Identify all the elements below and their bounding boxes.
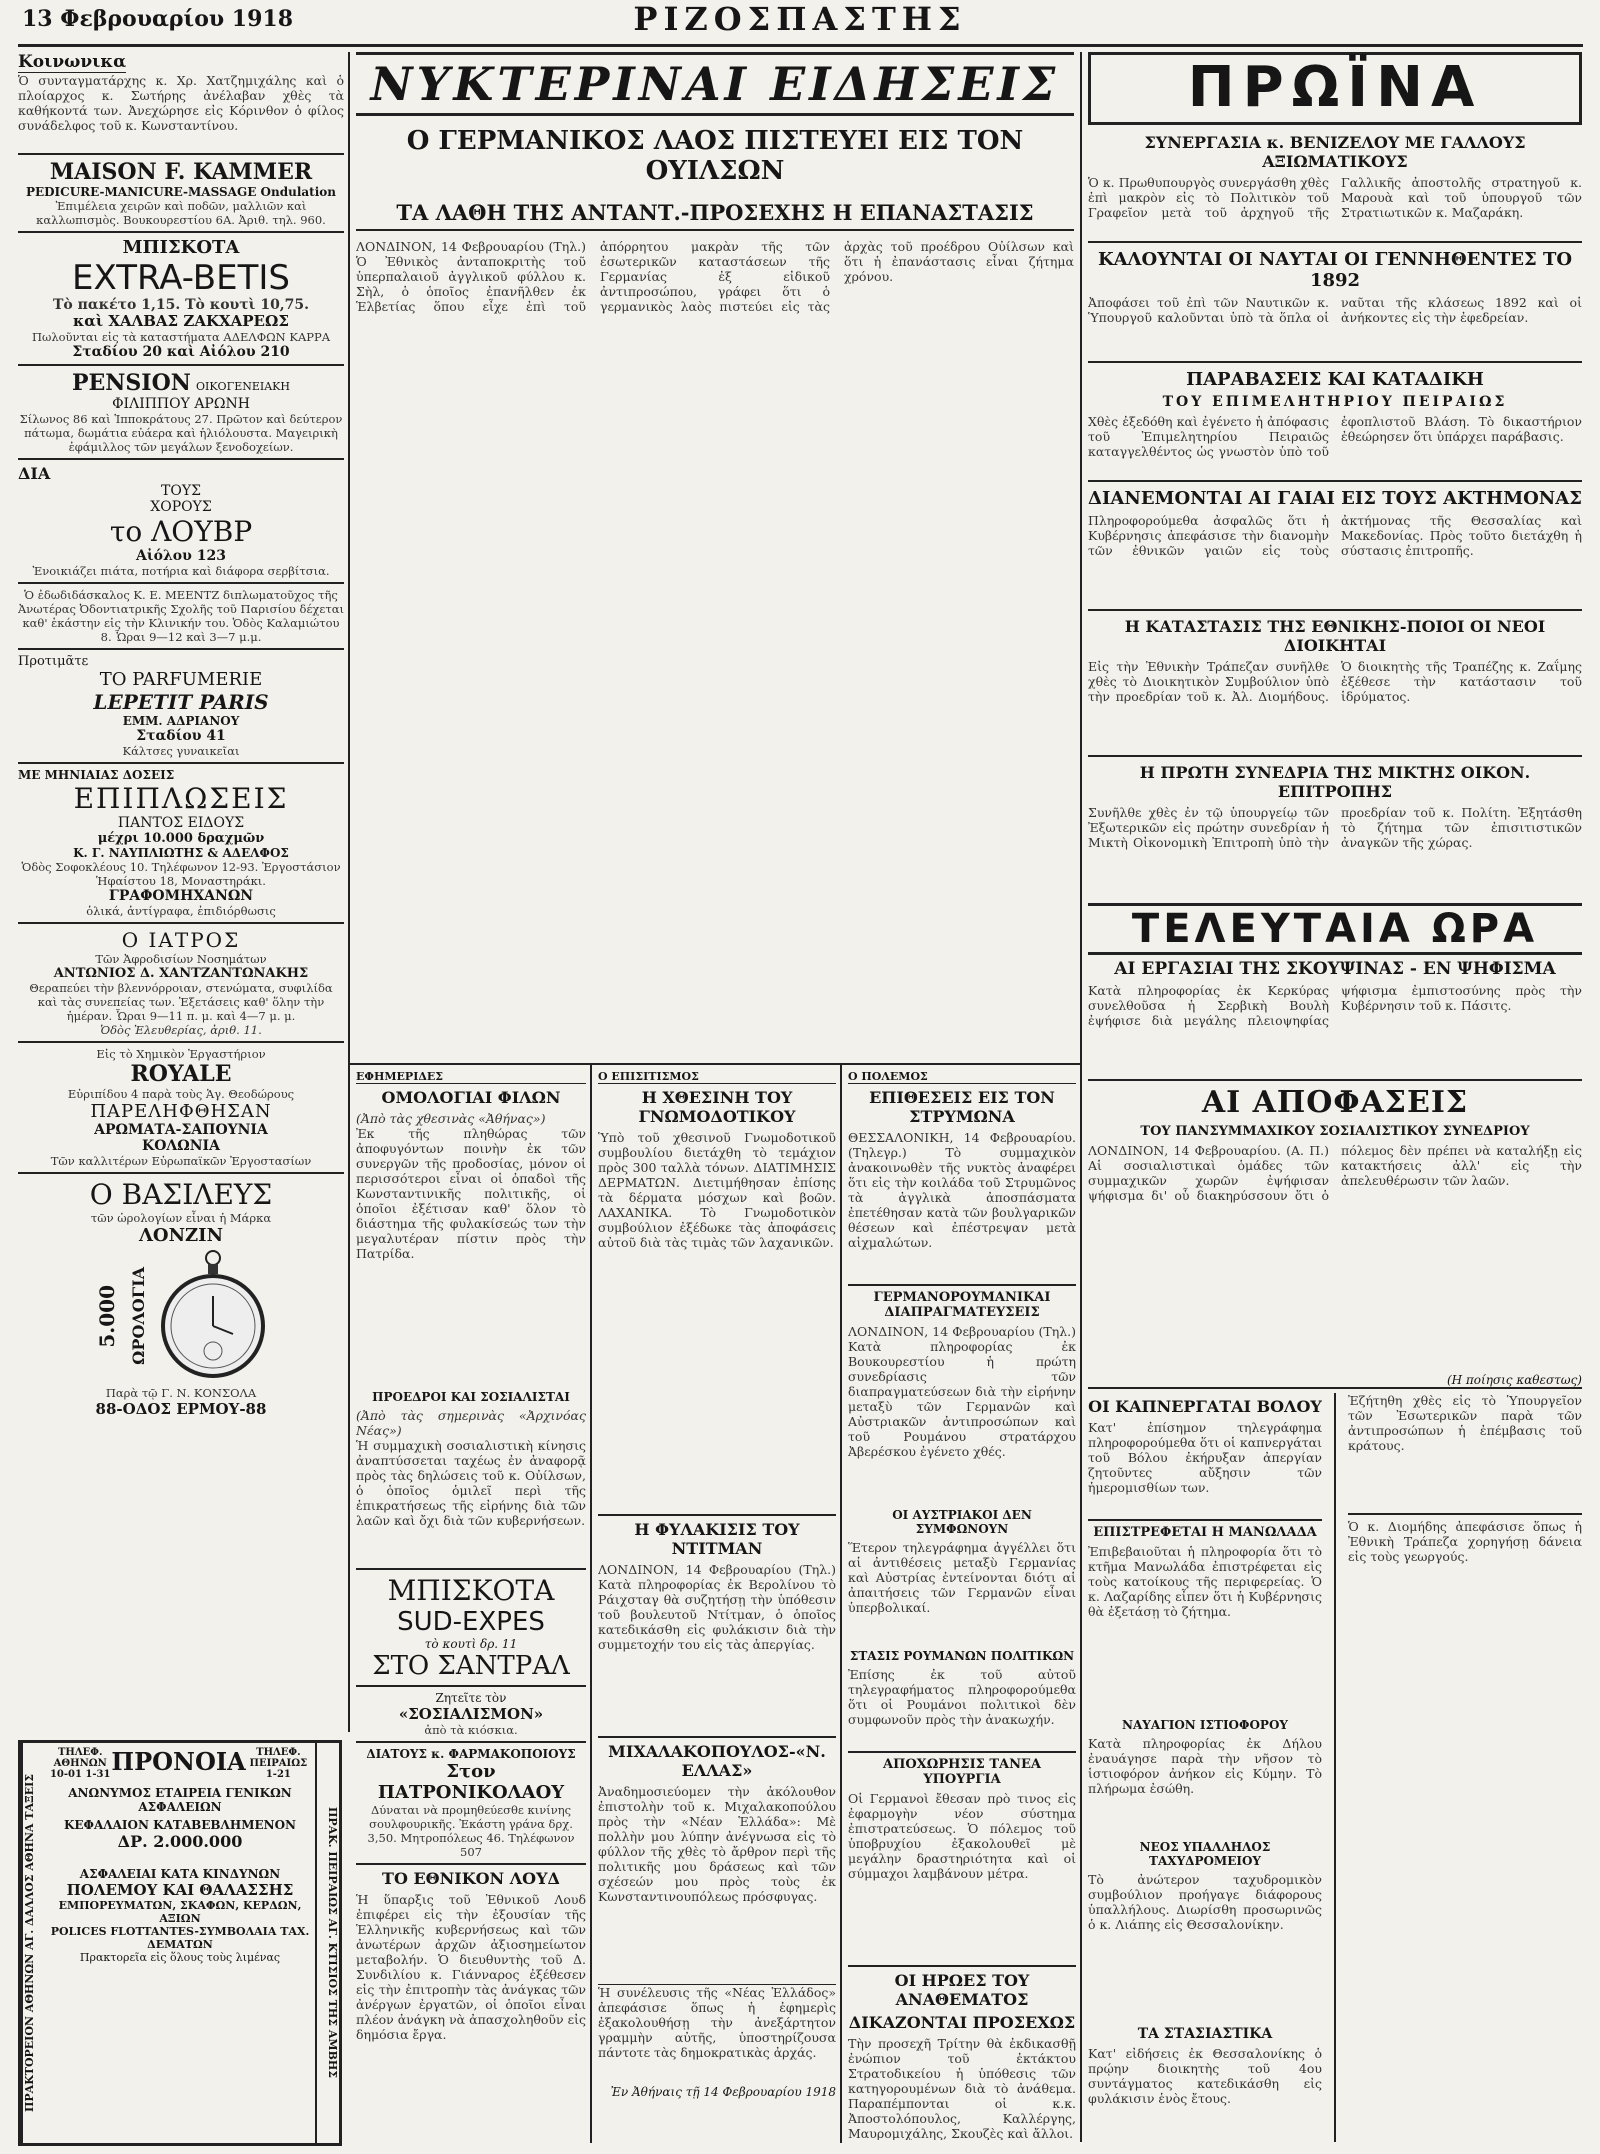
synergasia-text: Ὁ κ. Πρωθυπουργὸς συνεργάσθη χθὲς ἐπὶ μακρὸν εἰς τὸ Πολιτικὸν τοῦ Γραφεῖον μετὰ τοῦ ἀρχηγοῦ τῆς Γαλλικῆς ἀποστολῆς στρατηγοῦ κ. Μαρουὰ καὶ τοῦ ὑπουργοῦ τῶν Στρατιωτικῶν κ. Μαζαράκη. xyxy=(1088,175,1582,220)
anathema-text: Τὴν προσεχῆ Τρίτην θὰ ἐκδικασθῇ ἐνώπιον τοῦ ἐκτάκτου Στρατοδικείου ἡ ὑπόθεσις τῶν κατηγορουμένων διὰ τὸ ἀνάθεμα. Παραπέμπονται οἱ κ.κ. Ἀποστολόπουλος, Καλλέργης, Μαυρομιχάλης, Σκουζὲς καὶ ἄλλοι. xyxy=(848,2036,1076,2140)
stasis-title: ΣΤΑΣΙΣ ΡΟΥΜΑΝΩΝ ΠΟΛΙΤΙΚΩΝ xyxy=(849,1649,1075,1663)
ad-biskota-seller: Πωλοῦνται εἰς τὰ καταστήματα ΑΔΕΛΦΩΝ ΚΑΡΡΑ xyxy=(31,330,331,344)
ad-pronoia-left-tel-label: ΤΗΛΕΦ. ΑΘΗΝΩΝ xyxy=(53,1747,107,1769)
ad-pronoia-right-tel-label: ΤΗΛΕΦ. ΠΕΙΡΑΙΩΣ xyxy=(249,1747,308,1769)
ad-biskota-title: ΜΠΙΣΚΟΤΑ xyxy=(122,237,240,258)
ad-vasilefs-seller: Παρὰ τῷ Γ. Ν. ΚΟΝΣΟΛΑ xyxy=(105,1386,257,1400)
center-left-column xyxy=(356,1070,586,2140)
anathema-subtitle: ΔΙΚΑΖΟΝΤΑΙ ΠΡΟΣΕΧΩΣ xyxy=(848,2013,1076,2032)
ad-louvre-name: το ΛΟΥΒΡ xyxy=(109,515,253,548)
efimerides-source: (Ἀπὸ τὰς χθεσινὰς «Ἀθήνας») xyxy=(356,1111,546,1126)
ad-parfumerie-text: Κάλτσες γυναικεῖαι xyxy=(122,744,240,758)
gaiai-text: Πληροφορούμεθα ἀσφαλῶς ὅτι ἡ Κυβέρνησις ἀπεφάσισε τὴν διανομὴν τῶν ἐθνικῶν γαιῶν εἰς τοὺς ἀκτήμονας τῆς Θεσσαλίας καὶ Μακεδονίας. Πρὸς τοῦτο διετάχθη ἡ σύστασις ἐπιτροπῆς. xyxy=(1088,513,1582,558)
apofaseis-subtitle: ΤΟΥ ΠΑΝΣΥΜΜΑΧΙΚΟΥ ΣΟΣΙΑΛΙΣΤΙΚΟΥ ΣΥΝΕΔΡΙΟΥ xyxy=(1140,1124,1530,1139)
efimerides-sub-title: ΠΡΟΕΔΡΟΙ ΚΑΙ ΣΟΣΙΑΛΙΣΤΑΙ xyxy=(372,1390,570,1404)
apofaseis-text: ΛΟΝΔΙΝΟΝ, 14 Φεβρουαρίου. (Α. Π.) Αἱ σοσιαλιστικαὶ ὁμάδες τῶν συμμαχικῶν χωρῶν ἐψήφισαν ψήφισμα δι' οὗ διακηρύσσουν ὅτι ὁ πόλεμος δὲν πρέπει νὰ καταλήξῃ εἰς κατακτήσεις ἀλλ' εἰς τὴν ἀπελευθέρωσιν τῶν λαῶν. xyxy=(1088,1143,1582,1203)
ad-louvre-line2: ΧΟΡΟΥΣ xyxy=(150,499,212,515)
ad-iatros-subtitle: Τῶν Ἀφροδισίων Νοσημάτων xyxy=(95,952,267,966)
gaiai-title: ΔΙΑΝΕΜΟΝΤΑΙ ΑΙ ΓΑΙΑΙ ΕΙΣ ΤΟΥΣ ΑΚΤΗΜΟΝΑΣ xyxy=(1088,480,1582,509)
trapeza-title: Η ΚΑΤΑΣΤΑΣΙΣ ΤΗΣ ΕΘΝΙΚΗΣ-ΠΟΙΟΙ ΟΙ ΝΕΟΙ ΔΙΟΙΚΗΤΑΙ xyxy=(1088,609,1582,655)
ad-royale-headline2: ΑΡΩΜΑΤΑ-ΣΑΠΟΥΝΙΑ xyxy=(94,1122,268,1138)
ad-pronoia-line3: ΕΜΠΟΡΕΥΜΑΤΩΝ, ΣΚΑΦΩΝ, ΚΕΡΔΩΝ, ΑΞΙΩΝ xyxy=(58,1899,302,1925)
paravaseis-text: Χθὲς ἐξεδόθη καὶ ἐγένετο ἡ ἀπόφασις τοῦ Ἐπιμελητηρίου Πειραιῶς καταγγελθέντος ὡς γνωστὸν ὑπὸ τοῦ ἐφοπλιστοῦ Βλάση. Τὸ δικαστήριον ἐθεώρησεν ὅτι ὑπάρχει παράβασις. xyxy=(1088,414,1582,459)
skoupsina-title: ΑΙ ΕΡΓΑΣΙΑΙ ΤΗΣ ΣΚΟΥΨΙΝΑΣ - ΕΝ ΨΗΦΙΣΜΑ xyxy=(1114,959,1556,979)
stasiastika-text-right: Ὁ κ. Διομήδης ἀπεφάσισε ὅπως ἡ Ἐθνικὴ Τράπεζα χορηγήσῃ δάνεια εἰς τοὺς γεωργούς. xyxy=(1348,1513,1582,2079)
polemos-text: ΘΕΣΣΑΛΟΝΙΚΗ, 14 Φεβρουαρίου. (Τηλεγρ.) Τὸ συμμαχικὸν ἀνακοινωθὲν τῆς νυκτὸς ἀναφέρει ὅτι εἰς τὴν κοιλάδα τοῦ Στρυμῶνος τὰ ἀγγλικὰ ἀποσπάσματα ἐπετέθησαν κατὰ τῶν βουλγαρικῶν θέσεων καὶ ἐπέστρεψαν μετὰ αἰχμαλώτων. xyxy=(848,1130,1076,1250)
ad-parfumerie-brand: LEPETIT PARIS xyxy=(93,690,269,714)
epistitismos-text: Ὑπὸ τοῦ χθεσινοῦ Γνωμοδοτικοῦ συμβουλίου διετάχθη τὸ τεμάχιον πρὸς 300 ταλλὰ τόνων. ΔΙΑΤΙΜΗΣΙΣ ΔΕΡΜΑΤΩΝ. Διετιμήθησαν ἐπίσης τὰ δέρματα μόσχων καὶ βοῶν. ΛΑΧΑΝΙΚΑ. Τὸ Γνωμοδοτικὸν συμβούλιον ἐξέδωκε τὰς ἀποφάσεις αὐτοῦ διὰ τὰς τιμὰς τῶν λαχανικῶν. xyxy=(598,1130,836,1250)
koinonika-section xyxy=(18,52,344,153)
ad-iatros-address: Ὁδὸς Ἐλευθερίας, ἀριθ. 11. xyxy=(100,1023,262,1037)
ad-pronoia-left-tel: 10-01 1-31 xyxy=(49,1769,111,1780)
ethnikon-text: Ἡ ὕπαρξις τοῦ Ἐθνικοῦ Λουδ ἐπιφέρει εἰς τὴν ἐξουσίαν τῆς Ἑλληνικῆς κυβερνήσεως καὶ τῶν ἀνωτέρων ἀρχῶν ἀξιοσημείωτον μεταβολήν. Ὁ διευθυντὴς τοῦ Δ. Συνδιλίου κ. Γιάνναρος ἐξέθεσεν εἰς τὴν ἐπιτροπὴν τὰς ἀνάγκας τῶν ἀνέργων ἐργατῶν, οἱ ὁποῖοι εἶναι πλέον ἀνάγκη νὰ ἀπασχοληθοῦν εἰς δημόσια ἔργα. xyxy=(356,1892,586,2042)
synergasia-title: ΣΥΝΕΡΓΑΣΙΑ κ. ΒΕΝΙΖΕΛΟΥ ΜΕ ΓΑΛΛΟΥΣ ΑΞΙΩΜΑΤΙΚΟΥΣ xyxy=(1144,133,1526,171)
tachydromos-title: ΝΕΟΣ ΥΠΑΛΛΗΛΟΣ ΤΑΧΥΔΡΟΜΕΙΟΥ xyxy=(1139,1840,1271,1868)
ad-pronoia-line5: Πρακτορεῖα εἰς ὅλους τοὺς λιμένας xyxy=(79,1951,281,1964)
ad-patronikolaou xyxy=(356,1741,586,1863)
ad-pension xyxy=(18,364,344,458)
nykterinai-banner: ΝΥΚΤΕΡΙΝΑΙ ΕΙΔΗΣΕΙΣ xyxy=(356,52,1074,116)
ad-pronoia-name: ΠΡΟΝΟΙΑ xyxy=(111,1747,246,1776)
efimerides-sub-text: Ἡ συμμαχικὴ σοσιαλιστικὴ κίνησις ἀναπτύσσεται ταχέως ἐν ἀναφορᾷ πρὸς τὰς δηλώσεις τοῦ κ. Οὐίλσων, ὁ ὁποῖος ὁμιλεῖ περὶ τῆς ἐπικρατήσεως τῆς εἰρήνης διὰ τῶν λαῶν καὶ ὄχι διὰ τῶν κυβερνήσεων. xyxy=(356,1438,586,1528)
ad-meentz-text: Ὁ ἐδωδιδάσκαλος Κ. Ε. ΜΕΕΝΤΖ διπλωματοῦχος τῆς Ἀνωτέρας Ὀδοντιατρικῆς Σχολῆς τοῦ Παρισίου δέχεται καθ' ἑκάστην εἰς τὴν Κλινικήν του. Ὁδὸς Καλαμιώτου 8. Ὧραι 9—12 καὶ 3—7 μ.μ. xyxy=(18,588,344,644)
lead-article-text: ΛΟΝΔΙΝΟΝ, 14 Φεβρουαρίου (Τηλ.) Ὁ Ἐθνικὸς ἀνταποκριτὴς τοῦ ὑπερπαλαιοῦ ἀγγλικοῦ φύλλου κ. Σὴλ, ὁ ὁποῖος ἐπανῆλθεν ἐκ Ἑλβετίας ὅπου εἶχε ἐπὶ τοῦ ἀπόρρητου μακρὰν τῆς τῶν ἐσωτερικῶν καταστάσεων τῆς Γερμανίας ἐξ εἰδικοῦ ἀντιπροσώπου, γράφει ὅτι ὁ γερμανικὸς λαὸς πιστεύει εἰς τὰς ἀρχὰς τοῦ προέδρου Οὐίλσων καὶ ὅτι ἡ ἐπανάστασις εἶναι ζήτημα χρόνου. xyxy=(356,239,1074,314)
skoupsina-text: Κατὰ πληροφορίας ἐκ Κερκύρας συνελθοῦσα ἡ Σερβικὴ Βουλὴ ἐψήφισε διὰ μεγάλης πλειοψηφίας ψήφισμα ἐμπιστοσύνης πρὸς τὴν Κυβέρνησιν τοῦ κ. Πάσιτς. xyxy=(1088,983,1582,1028)
ad-vasilefs xyxy=(18,1172,344,1422)
column-divider xyxy=(590,1063,592,2143)
ad-royale-text2: Τῶν καλλιτέρων Εὐρωπαϊκῶν Ἐργοστασίων xyxy=(50,1154,312,1168)
efimerides-text: Ἐκ τῆς πληθώρας τῶν ἀποφυγόντων ποινὴν ἐκ τῶν συνεργῶν τῆς προδοσίας, μόνον οἱ περισσότεροι εἶναι οἱ ὁπαδοὶ τῆς Κωνσταντινικῆς πολιτικῆς, οἱ ὁποῖοι ἐξέτισαν καθ' ὅλον τὸ διάστημα τῆς φυλακίσεώς των τὴν μεγαλυτέραν πίστιν πρὸς τὴν Πατρίδα. xyxy=(356,1126,586,1261)
ad-sud-price: τὸ κουτὶ δρ. 11 xyxy=(424,1637,518,1651)
ad-pension-subtitle: ΟΙΚΟΓΕΝΕΙΑΚΗ xyxy=(195,380,290,393)
ad-pronoia-capital: ΔΡ. 2.000.000 xyxy=(117,1832,243,1851)
polemos-title: ΕΠΙΘΕΣΕΙΣ ΕΙΣ ΤΟΝ ΣΤΡΥΜΩΝΑ xyxy=(869,1088,1055,1126)
ad-epiploseis-firm: Κ. Γ. ΝΑΥΠΛΙΩΤΗΣ & ΑΔΕΛΦΟΣ xyxy=(73,846,289,860)
ad-pronoia-side-left: ΠΡΑΚΤΟΡΕΙΟΝ ΑΘΗΝΩΝ ΑΓ. ΔΑΛΛΟΣ ΑΘΗΝΑ ΤΑΞΕΙΣ xyxy=(21,1743,45,2143)
ypourgia-title: ΑΠΟΧΩΡΗΣΙΣ ΤΑΝΕΑ ΥΠΟΥΡΓΙΑ xyxy=(848,1751,1076,1787)
ad-pension-text: Σίλωνος 86 καὶ Ἱπποκράτους 27. Πρῶτον καὶ δεύτερον πάτωμα, δωμάτια εὐάερα καὶ ἡλιόλουστα. Μαγειρικὴ ἐφάμιλλος τῶν μεγάλων ξενοδοχείων. xyxy=(19,412,343,454)
ad-sud-expes xyxy=(356,1568,586,1685)
ad-socialismos-text: ἀπὸ τὰ κιόσκια. xyxy=(424,1723,518,1737)
ad-royale-headline3: ΚΟΛΩΝΙΑ xyxy=(142,1138,220,1154)
ad-pension-owner: ΦΙΛΙΠΠΟΥ ΑΡΩΝΗ xyxy=(112,396,250,412)
ad-iatros-title: Ο ΙΑΤΡΟΣ xyxy=(121,928,241,952)
efimerides-kicker: ΕΦΗΜΕΡΙΔΕΣ xyxy=(356,1070,586,1084)
ad-louvre-text: Ἐνοικιάζει πιάτα, ποτήρια καὶ διάφορα σερβίτσια. xyxy=(32,564,330,578)
teleftaia-ora-banner: ΤΕΛΕΥΤΑΙΑ ΩΡΑ xyxy=(1088,903,1582,955)
efimerides-sub-source: (Ἀπὸ τὰς σημερινὰς «Ἀρχινόας Νέας») xyxy=(356,1408,586,1438)
ad-epiploseis-title: ΕΠΙΠΛΩΣΕΙΣ xyxy=(73,782,289,815)
german-neg-title: ΓΕΡΜΑΝΟΡΟΥΜΑΝΙΚΑΙ ΔΙΑΠΡΑΓΜΑΤΕΥΣΕΙΣ xyxy=(848,1284,1076,1320)
ad-epiploseis-extra: ΓΡΑΦΟΜΗΧΑΝΩΝ xyxy=(108,888,254,904)
ethnikon-title: ΤΟ ΕΘΝΙΚΟΝ ΛΟΥΔ xyxy=(382,1869,560,1888)
kapnergatai-text: Κατ' ἐπίσημον τηλεγράφημα πληροφορούμεθα ὅτι οἱ καπνεργάται τοῦ Βόλου ἐκήρυξαν ἀπεργίαν ζητοῦντες αὔξησιν τῶν ἡμερομισθίων των. xyxy=(1088,1420,1322,1495)
ad-patron-title: Στον ΠΑΤΡΟΝΙΚΟΛΑΟΥ xyxy=(377,1761,565,1803)
paravaseis-title: ΠΑΡΑΒΑΣΕΙΣ ΚΑΙ ΚΑΤΑΔΙΚΗ xyxy=(1088,361,1582,390)
ad-iatros-text: Θεραπεύει τὴν βλεννόρροιαν, στενώματα, συφιλίδα καὶ τὰς συνεπείας των. Ἐξετάσεις καθ' ὅλην τὴν ἡμέραν. Ὧραι 9—11 π. μ. καὶ 4—7 μ. μ. xyxy=(29,981,333,1023)
ad-biskota-extra: καὶ ΧΑΛΒΑΣ ΖΑΚΧΑΡΕΩΣ xyxy=(73,312,289,330)
austria-title: ΟΙ ΑΥΣΤΡΙΑΚΟΙ ΔΕΝ ΣΥΜΦΩΝΟΥΝ xyxy=(892,1508,1032,1536)
epistitismos-title: Η ΧΘΕΣΙΝΗ ΤΟΥ ΓΝΩΜΟΔΟΤΙΚΟΥ xyxy=(638,1088,796,1126)
stasiastika-title: ΤΑ ΣΤΑΣΙΑΣΤΙΚΑ xyxy=(1137,2026,1273,2042)
ad-pronoia-capital-label: ΚΕΦΑΛΑΙΟΝ ΚΑΤΑΒΕΒΛΗΜΕΝΟΝ xyxy=(63,1818,297,1832)
ad-epiploseis-subtitle: ΠΑΝΤΟΣ ΕΙΔΟΥΣ xyxy=(117,815,245,831)
ad-socialismos-title: «ΣΟΣΙΑΛΙΣΜΟΝ» xyxy=(398,1705,544,1723)
stasis-text: Ἐπίσης ἐκ τοῦ αὐτοῦ τηλεγραφήματος πληροφορούμεθα ὅτι οἱ Ρουμάνοι πολιτικοὶ δὲν συμφωνοῦν πρὸς τὴν ἀνακωχήν. xyxy=(848,1667,1076,1727)
miktis-title: Η ΠΡΩΤΗ ΣΥΝΕΔΡΙΑ ΤΗΣ ΜΙΚΤΗΣ ΟΙΚΟΝ. ΕΠΙΤΡΟΠΗΣ xyxy=(1088,755,1582,801)
koinonika-title: Κοινωνικα xyxy=(18,52,127,72)
pocket-watch-icon xyxy=(158,1246,268,1386)
newspaper-name: ΡΙΖΟΣΠΑΣΤΗΣ xyxy=(633,0,967,38)
ad-pronoia-line1: ΑΣΦΑΛΕΙΑΙ ΚΑΤΑ ΚΙΝΔΥΝΩΝ xyxy=(79,1867,281,1881)
anathema-title: ΟΙ ΗΡΩΕΣ ΤΟΥ ΑΝΑΘΕΜΑΤΟΣ xyxy=(848,1965,1076,2009)
ad-pronoia-right-tel: 1-21 xyxy=(265,1769,291,1780)
ad-royale xyxy=(18,1041,344,1172)
ad-epiploseis-text: Ὁδὸς Σοφοκλέους 10. Τηλέφωνον 12-93. Ἐργοστάσιον Ἡφαίστου 18, Μοναστηράκι. xyxy=(21,860,341,888)
kapnergatai-title: ΟΙ ΚΑΠΝΕΡΓΑΤΑΙ ΒΟΛΟΥ xyxy=(1088,1397,1322,1416)
ad-royale-text: Εὐριπίδου 4 παρὰ τοὺς Ἁγ. Θεοδώρους xyxy=(67,1087,295,1101)
ad-vasilefs-side-word: ΩΡΟΛΟΓΙΑ xyxy=(128,1267,148,1365)
issue-date: 13 Φεβρουαρίου 1918 xyxy=(22,6,294,32)
ntitman-title: Η ΦΥΛΑΚΙΣΙΣ ΤΟΥ ΝΤΙΤΜΑΝ xyxy=(598,1514,836,1558)
ad-royale-headline: ΠΑΡΕΛΗΦΘΗΣΑΝ xyxy=(90,1101,272,1122)
koinonika-text: Ὁ συνταγματάρχης κ. Χρ. Χατζημιχάλης καὶ ὁ πλοίαρχος κ. Σωτήρης ἀνέλαβαν χθὲς τὰ καθήκοντά των. Ἀνεχώρησε εἰς Κόρινθον ὁ φίλος συνάδελφος τοῦ κ. Κωνσταντίνου. xyxy=(18,73,344,133)
michalakopoulos-title: ΜΙΧΑΛΑΚΟΠΟΥΛΟΣ-«Ν. ΕΛΛΑΣ» xyxy=(598,1736,836,1780)
kapnergatai-text-right: Ἐζήτηθη χθὲς εἰς τὸ Ὑπουργεῖον τῶν Ἐσωτερικῶν παρὰ τῶν ἀντιπροσώπων ἡ ἐπέμβασις τοῦ κράτους. xyxy=(1348,1393,1582,1453)
ad-pronoia-company: ΑΝΩΝΥΜΟΣ ΕΤΑΙΡΕΙΑ ΓΕΝΙΚΩΝ ΑΣΦΑΛΕΙΩΝ xyxy=(68,1786,292,1814)
ad-sud-place: ΣΤΟ ΣΑΝΤΡΑΛ xyxy=(372,1651,570,1681)
paravaseis-subtitle: ΤΟΥ ΕΠΙΜΕΛΗΤΗΡΙΟΥ ΠΕΙΡΑΙΩΣ xyxy=(1162,394,1508,410)
ad-iatros-name: ΑΝΤΩΝΙΟΣ Δ. ΧΑΝΤΖΑΝΤΩΝΑΚΗΣ xyxy=(53,966,309,981)
ad-sud-brand: SUD-EXPES xyxy=(397,1607,545,1637)
epistitismos-kicker: Ο ΕΠΙΣΙΤΙΣΜΟΣ xyxy=(598,1070,836,1084)
ad-royale-kicker: Εἰς τὸ Χημικὸν Ἐργαστήριον xyxy=(96,1047,266,1061)
ad-louvre-kicker: ΔΙΑ xyxy=(18,464,51,483)
german-neg-text: ΛΟΝΔΙΝΟΝ, 14 Φεβρουαρίου (Τηλ.) Κατὰ πληροφορίας ἐκ Βουκουρεστίου ἡ πρώτη συνεδρίασις τῶν διαπραγματεύσεων διὰ τὴν εἰρήνην μεταξὺ τῶν Γερμανῶν καὶ Αὐστριακῶν ἀντιπροσώπων καὶ τοῦ Ρουμάνου στρατάρχου Ἀβερέσκου ἐγένετο χθές. xyxy=(848,1324,1076,1459)
ad-maison-title: MAISON F. KAMMER xyxy=(49,159,313,185)
right-column xyxy=(1088,52,1582,2142)
header-rule xyxy=(18,44,1583,47)
column-divider xyxy=(1080,52,1082,2142)
ad-parfumerie-kicker: Προτιμᾶτε xyxy=(18,654,89,669)
ad-epiploseis-amount: μέχρι 10.000 δραχμῶν xyxy=(97,831,265,846)
section-rule xyxy=(350,1063,1080,1065)
ad-parfumerie-title: ΤΟ PARFUMERIE xyxy=(99,669,263,690)
ad-louvre xyxy=(18,458,344,582)
ad-pronoia-side-right: ΠΡΑΚ. ΠΕΙΡΑΙΩΣ ΑΓ. ΚΤΙΣΙΟΣ ΤΗΣ ΑΜΒΗΣ xyxy=(315,1743,339,2143)
ad-epiploseis-kicker: ΜΕ ΜΗΝΙΑΙΑΣ ΔΟΣΕΙΣ xyxy=(18,768,175,782)
ad-parfumerie-address: Σταδίου 41 xyxy=(136,728,226,744)
ad-biskota-extra xyxy=(18,231,344,364)
center-mid-column xyxy=(598,1070,836,2140)
ad-biskota-address: Σταδίου 20 καὶ Αἰόλου 210 xyxy=(72,344,290,360)
main-headline: Ο ΓΕΡΜΑΝΙΚΟΣ ΛΑΟΣ ΠΙΣΤΕΥΕΙ ΕΙΣ ΤΟΝ ΟΥΙΛΣΩΝ xyxy=(406,126,1024,186)
mandalada-title: ΕΠΙΣΤΡΕΦΕΤΑΙ Η ΜΑΝΩΛΑΔΑ xyxy=(1088,1519,1322,1540)
ad-maison-text: Ἐπιμέλεια χειρῶν καὶ ποδῶν, μαλλιῶν καὶ καλλωπισμὸς. Βουκουρεστίου 6Α. Ἀριθ. τηλ. 960. xyxy=(36,199,326,227)
efimerides-title: ΟΜΟΛΟΓΙΑΙ ΦΙΛΩΝ xyxy=(381,1088,561,1107)
ad-pronoia-line2: ΠΟΛΕΜΟΥ ΚΑΙ ΘΑΛΑΣΣΗΣ xyxy=(66,1881,294,1899)
ad-vasilefs-side-number: 5.000 xyxy=(94,1284,119,1348)
stasiastika-text: Κατ' εἰδήσεις ἐκ Θεσσαλονίκης ὁ πρῴην διοικητὴς τοῦ 4ου συντάγματος κατεδικάσθη εἰς φυλάκισιν ἑνὸς ἔτους. xyxy=(1088,2046,1322,2106)
nautai-text: Ἀποφάσει τοῦ ἐπὶ τῶν Ναυτικῶν κ. Ὑπουργοῦ καλοῦνται ὑπὸ τὰ ὅπλα οἱ ναῦται τῆς κλάσεως 1892 καὶ οἱ ἀνήκοντες εἰς τὴν ἐφεδρείαν. xyxy=(1088,295,1582,325)
center-right-column xyxy=(848,1070,1076,2140)
ntitman-text: ΛΟΝΔΙΝΟΝ, 14 Φεβρουαρίου (Τηλ.) Κατὰ πληροφορίας ἐκ Βερολίνου τὸ Ράιχσταγ θὰ συζητήσῃ τὴν ὑπόθεσιν τοῦ βουλευτοῦ Ντίτμαν, ὁ ὁποῖος κατεδικάσθη εἰς φυλάκισιν διὰ τὴν συμμετοχήν του εἰς τὰς ἀπεργίας. xyxy=(598,1562,836,1652)
ad-pronoia-line4: POLICES FLOTTANTES-ΣΥΜΒΟΛΑΙΑ ΤΑΧ. ΔΕΜΑΤΩΝ xyxy=(50,1925,310,1951)
ad-parfumerie-owner: ΕΜΜ. ΑΔΡΙΑΝΟΥ xyxy=(122,714,240,728)
apofaseis-title: ΑΙ ΑΠΟΦΑΣΕΙΣ xyxy=(1088,1079,1582,1120)
ad-royale-title: ROYALE xyxy=(130,1061,232,1087)
michalakopoulos-text: Ἀναδημοσιεύομεν τὴν ἀκόλουθον ἐπιστολὴν τοῦ κ. Μιχαλακοπούλου πρὸς τὴν «Νέαν Ἑλλάδα»: Μὲ πολλὴν μου λύπην ἀνέγνωσα εἰς τὸ φύλλον τῆς χθὲς τὸ ἄρθρον περὶ τῆς πολιτικῆς μου δράσεως καὶ τῶν σχέσεών μου πρὸς τοὺς ἐκ Κωνσταντινουπόλεως πρόσφυγας. xyxy=(598,1784,836,1904)
apofaseis-sig: (Η ποίησις καθεστως) xyxy=(1446,1373,1582,1387)
tachydromos-text: Τὸ ἀνώτερον ταχυδρομικὸν συμβούλιον προήγαγε διάφορους ὑπαλλήλους. Διωρίσθη προσωρινῶς ὁ κ. Λιάπης εἰς Θεσσαλονίκην. xyxy=(1088,1872,1322,1932)
miktis-text: Συνῆλθε χθὲς ἐν τῷ ὑπουργείῳ τῶν Ἐξωτερικῶν εἰς πρώτην συνεδρίαν ἡ Μικτὴ Οἰκονομικὴ Ἐπιτροπὴ ὑπὸ τὴν προεδρίαν τοῦ κ. Πολίτη. Ἐξητάσθη τὸ ζήτημα τῶν ἐπισιτιστικῶν ἀναγκῶν τῆς χώρας. xyxy=(1088,805,1582,850)
ad-vasilefs-title: Ο ΒΑΣΙΛΕΥΣ xyxy=(89,1178,273,1211)
ad-epiploseis-extra2: ὁλικά, ἀντίγραφα, ἐπιδιόρθωσις xyxy=(86,904,276,918)
ad-vasilefs-address: 88-ΟΔΟΣ ΕΡΜΟΥ-88 xyxy=(95,1400,267,1418)
column-divider xyxy=(840,1063,842,2143)
ad-louvre-address: Αἰόλου 123 xyxy=(136,548,226,564)
nauagion-title: ΝΑΥΑΓΙΟΝ ΙΣΤΙΟΦΟΡΟΥ xyxy=(1122,1718,1288,1732)
ad-parfumerie xyxy=(18,648,344,762)
nauagion-text: Κατὰ πληροφορίας ἐκ Δήλου ἐναυάγησε παρὰ τὴν νῆσον τὸ ἱστιοφόρον ἀνήκον εἰς Κύμην. Τὸ πλήρωμα ἐσώθη. xyxy=(1088,1736,1322,1796)
ypourgia-text: Οἱ Γερμανοὶ ἔθεσαν πρὸ τινος εἰς ἐφαρμογὴν νέον σύστημα ἐπιστρατεύσεως. Ὁ πόλεμος τοῦ ὑποβρυχίου ἐξακολουθεῖ μὲ μεγάλην δραστηριότητα καὶ οἱ σύμμαχοι λαμβάνουν μέτρα. xyxy=(848,1791,1076,1881)
main-subheadline: ΤΑ ΛΑΘΗ ΤΗΣ ΑΝΤΑΝΤ.-ΠΡΟΣΕΧΗΣ Η ΕΠΑΝΑΣΤΑΣΙΣ xyxy=(356,200,1074,231)
left-ads-column xyxy=(18,52,344,1732)
nautai-title: ΚΑΛΟΥΝΤΑΙ ΟΙ ΝΑΥΤΑΙ ΟΙ ΓΕΝΝΗΘΕΝΤΕΣ ΤΟ 1892 xyxy=(1088,241,1582,291)
ad-louvre-line1: ΤΟΥΣ xyxy=(161,483,201,499)
center-top-section xyxy=(356,52,1074,1057)
ad-patron-text: Δύναται νὰ προμηθεύεσθε κινίνης σουλφουρικῆς. Ἐκάστη γράνα δρχ. 3,50. Μητροπόλεως 46. Τηλέφωνον 507 xyxy=(367,1803,575,1859)
ad-socialismos-kicker: Ζητεῖτε τὸν xyxy=(435,1691,507,1705)
ad-meentz xyxy=(18,582,344,648)
mandalada-text: Ἐπιβεβαιοῦται ἡ πληροφορία ὅτι τὸ κτῆμα Μανωλάδα ἐπιστρέφεται εἰς τοὺς κατοίκους τῆς περιφερείας. Ὁ κ. Λαζαρίδης εἶπεν ὅτι ἡ Κυβέρνησις θὰ ἐξετάσῃ τὸ ζήτημα. xyxy=(1088,1544,1322,1619)
ad-sud-title: ΜΠΙΣΚΟΤΑ xyxy=(387,1574,555,1607)
ad-epiploseis xyxy=(18,762,344,922)
ad-vasilefs-brand: ΛΟΝΖΙΝ xyxy=(138,1225,224,1246)
ad-biskota-brand: EXTRA-BETIS xyxy=(72,258,290,298)
ad-socialismos xyxy=(356,1685,586,1741)
trapeza-text: Εἰς τὴν Ἐθνικὴν Τράπεζαν συνῆλθε χθὲς τὸ Διοικητικὸν Συμβούλιον ὑπὸ τὴν προεδρίαν τοῦ κ. Ἀλ. Διομήδους. Ὁ διοικητὴς τῆς Τραπέζης κ. Ζαΐμης ἐξέθεσε τὴν κατάστασιν τοῦ ἱδρύματος. xyxy=(1088,659,1582,704)
ad-iatros xyxy=(18,922,344,1041)
ad-pronoia xyxy=(18,1740,342,2146)
column-divider xyxy=(348,52,350,1732)
voltaire-text: Ἡ συνέλευσις τῆς «Νέας Ἑλλάδος» ἀπεφάσισε ὅπως ἡ ἐφημερὶς ἐξακολουθήσῃ τὴν ἀνεξάρτητον γραμμὴν αὐτῆς, ὑποστηρίζουσα πάντοτε τὰς δημοκρατικὰς ἀρχάς. xyxy=(598,1984,836,2085)
ad-maison-kammer xyxy=(18,153,344,231)
ad-vasilefs-text: τῶν ὡρολογίων εἶναι ἡ Μάρκα xyxy=(90,1211,272,1225)
proina-title: ΠΡΩΪΝΑ xyxy=(1088,52,1582,125)
voltaire-sig: Ἐν Ἀθήναις τῇ 14 Φεβρουαρίου 1918 xyxy=(610,2085,836,2099)
austria-text: Ἕτερον τηλεγράφημα ἀγγέλλει ὅτι αἱ ἀντιθέσεις μεταξὺ Γερμανίας καὶ Αὐστρίας ἐντείνονται διότι αἱ ἀπαιτήσεις τῶν Γερμανῶν εἶναι ὑπερβολικαί. xyxy=(848,1540,1076,1615)
polemos-kicker: Ο ΠΟΛΕΜΟΣ xyxy=(848,1070,1076,1084)
ad-patron-kicker: ΔΙΑΤΟΥΣ κ. ΦΑΡΜΑΚΟΠΟΙΟΥΣ xyxy=(366,1747,576,1761)
ad-biskota-price: Τὸ πακέτο 1,15. Τὸ κουτὶ 10,75. xyxy=(52,297,310,313)
ad-maison-subtitle: PEDICURE-MANICURE-MASSAGE Ondulation xyxy=(25,185,337,199)
ad-pension-title: PENSION xyxy=(72,370,191,396)
